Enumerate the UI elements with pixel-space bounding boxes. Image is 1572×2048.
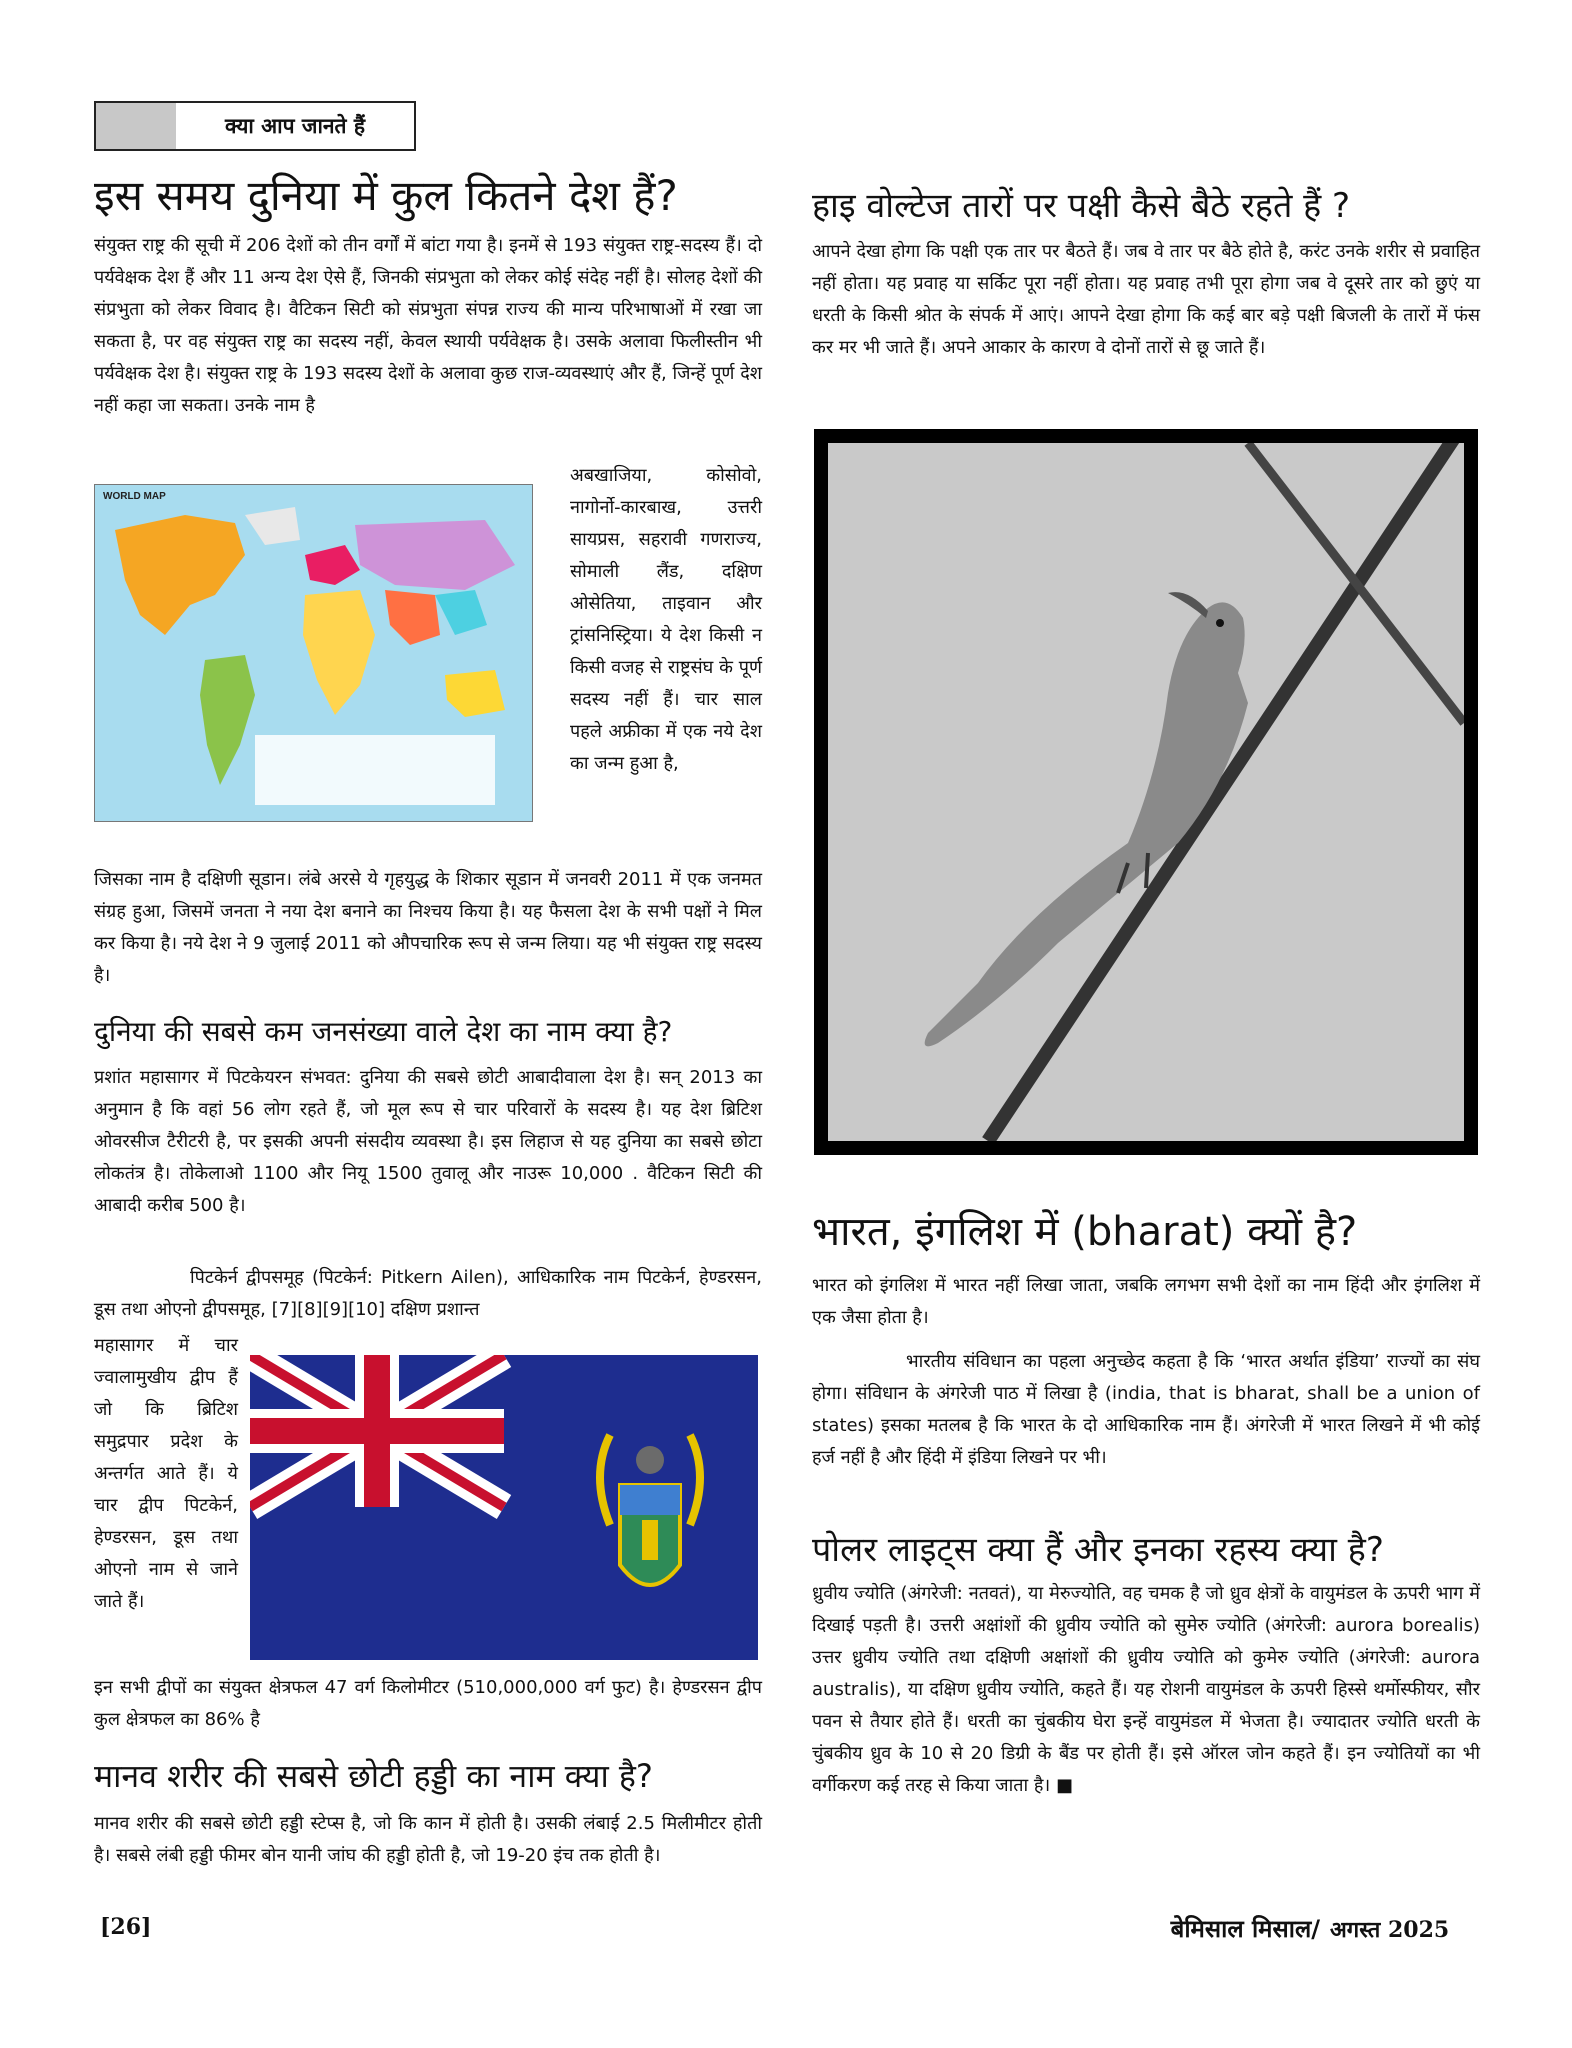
paragraph-countries-side: अबखाजिया, कोसोवो, नागोर्नो-कारबाख, उत्तरी सायप्रस, सहरावी गणराज्य, सोमाली लैंड, दक्षिण ओसेतिया, ताइवान और ट्रांसनिस्ट्रिया। ये देश किसी न किसी वजह से राष्ट्रसंघ के पूर्ण सदस्य नहीं हैं। चार साल पहले अफ्रीका में एक नये देश का जन्म हुआ है, [570,465,762,774]
heading-smallest-population: दुनिया की सबसे कम जनसंख्या वाले देश का नाम क्या है? [94,1015,673,1048]
paragraph-population-1: प्रशांत महासागर में पिटकेयरन संभवत: दुनिया की सबसे छोटी आबादीवाला देश है। सन् 2013 का अनुमान है कि वहां 56 लोग रहते हैं, जो मूल रूप से चार परिवारों के सदस्य है। यह देश ब्रिटिश ओवरसीज टैरीटरी है, पर इसकी अपनी संसदीय व्यवस्था है। इस लिहाज से यह दुनिया का सबसे छोटा लोकतंत्र है। तोकेलाओ 1100 और नियू 1500 तुवालू और नाउरू 10,000 . वैटिकन सिटी की आबादी करीब 500 है। [94,1067,762,1216]
banner-accent [96,103,176,149]
page-number: [26] [100,1914,152,1940]
map-title: WORLD MAP [103,491,166,502]
heading-bharat: भारत, इंगलिश में (bharat) क्यों है? [812,1209,1358,1255]
paragraph-bone: मानव शरीर की सबसे छोटी हड्डी स्टेप्स है, जो कि कान में होती है। उसकी लंबाई 2.5 मिलीमीटर होती है। सबसे लंबी हड्डी फीमर बोन यानी जांघ की हड्डी होती है, जो 19-20 इंच तक होती है। [94,1813,762,1866]
paragraph-bharat-2: भारतीय संविधान का पहला अनुच्छेद कहता है कि ‘भारत अर्थात इंडिया’ राज्यों का संघ होगा। संविधान के अंगरेजी पाठ में लिखा है (india, that is bharat, shall be a union of states) इसका मतलब है कि भारत के दो आधिकारिक नाम हैं। अंगरेजी में भारत लिखने में भी कोई हर्ज नहीं है और हिंदी में इंडिया लिखने पर भी। [812,1351,1480,1468]
paragraph-pitcairn-area: इन सभी द्वीपों का संयुक्त क्षेत्रफल 47 वर्ग किलोमीटर (510,000,000 वर्ग फुट) है। हेण्डरसन द्वीप कुल क्षेत्रफल का 86% है [94,1677,762,1730]
paragraph-pitcairn-intro: पिटकेर्न द्वीपसमूह (पिटकेर्न: Pitkern Ailen), आधिकारिक नाम पिटकेर्न, हेण्डरसन, डूस तथा ओएनो द्वीपसमूह, [7][8][9][10] दक्षिण प्रशान्त [94,1267,762,1320]
heading-polar-lights: पोलर लाइट्स क्या हैं और इनका रहस्य क्या है? [812,1530,1384,1570]
heading-smallest-bone: मानव शरीर की सबसे छोटी हड्डी का नाम क्या है? [94,1757,653,1795]
banner-label: क्या आप जानते हैं [225,114,365,138]
pitcairn-flag-image [250,1355,758,1660]
bird-on-wire-photo [814,429,1478,1155]
pitcairn-flag-graphic [250,1355,758,1660]
paragraph-polar-lights: ध्रुवीय ज्योति (अंगरेजी: नतवतं), या मेरुज्योति, वह चमक है जो ध्रुव क्षेत्रों के वायुमंडल के ऊपरी भाग में दिखाई पड़ती है। उत्तरी अक्षांशों की ध्रुवीय ज्योति को सुमेरु ज्योति (अंगरेजी: aurora borealis) उत्तर ध्रुवीय ज्योति तथा दक्षिणी अक्षांशों की ध्रुवीय ज्योति को कुमेरु ज्योति (अंगरेजी: aurora australis), या दक्षिण ध्रुवीय ज्योति, कहते हैं। यह रोशनी वायुमंडल के ऊपरी हिस्से थर्मोस्फीयर, सौर पवन से तैयार होते हैं। धरती का चुंबकीय घेरा इन्हें वायुमंडल में भेजता है। ज्यादातर ज्योति धरती के चुंबकीय ध्रुव के 10 से 20 डिग्री के बैंड पर होती हैं। इसे ऑरल जोन कहते हैं। इन ज्योतियों का भी वर्गीकरण कई तरह से किया जाता है। ■ [812,1583,1480,1796]
magazine-name: बेमिसाल मिसाल/ [1170,1915,1320,1943]
heading-birds-wires: हाइ वोल्टेज तारों पर पक्षी कैसे बैठे रहते हैं ? [812,186,1351,226]
heading-countries: इस समय दुनिया में कुल कितने देश हैं? [94,171,678,220]
world-map-graphic [95,485,532,821]
photo-frame [828,443,1464,1141]
section-banner [94,101,416,151]
issue-date: अगस्त 2025 [1330,1917,1450,1943]
paragraph-countries-2: जिसका नाम है दक्षिणी सूडान। लंबे अरसे ये गृहयुद्ध के शिकार सूडान में जनवरी 2011 में एक जनमत संग्रह हुआ, जिसमें जनता ने नया देश बनाने का निश्चय किया है। यह फैसला देश के सभी पक्षों ने मिल कर किया है। नये देश ने 9 जुलाई 2011 को औपचारिक रूप से जन्म लिया। यह भी संयुक्त राष्ट्र सदस्य है। [94,869,762,986]
bird-photo-graphic [828,443,1464,1141]
world-map-image [94,484,533,822]
paragraph-birds-wires: आपने देखा होगा कि पक्षी एक तार पर बैठते हैं। जब वे तार पर बैठे होते है, करंट उनके शरीर से प्रवाहित नहीं होता। यह प्रवाह या सर्किट पूरा नहीं होता। यह प्रवाह तभी पूरा होगा जब वे दूसरे तार को छुएं या धरती के किसी श्रोत के संपर्क में आएं। आपने देखा होगा कि कई बार बड़े पक्षी बिजली के तारों में फंस कर मर भी जाते हैं। अपने आकार के कारण वे दोनों तारों से छू जाते हैं। [812,241,1480,358]
paragraph-countries-1: संयुक्त राष्ट्र की सूची में 206 देशों को तीन वर्गों में बांटा गया है। इनमें से 193 संयुक्त राष्ट्र-सदस्य हैं। दो पर्यवेक्षक देश हैं और 11 अन्य देश ऐसे हैं, जिनकी संप्रभुता को लेकर कोई संदेह नहीं है। सोलह देशों की संप्रभुता को लेकर विवाद है। वैटिकन सिटी को संप्रभुता संपन्न राज्य की मान्य परिभाषाओं में रखा जा सकता है, पर वह संयुक्त राष्ट्र का सदस्य नहीं, केवल स्थायी पर्यवेक्षक है। उसके अलावा फिलीस्तीन भी पर्यवेक्षक देश है। संयुक्त राष्ट्र के 193 सदस्य देशों के अलावा कुछ राज-व्यवस्थाएं और हैं, जिन्हें पूर्ण देश नहीं कहा जा सकता। उनके नाम है [94,235,762,416]
paragraph-pitcairn-side: महासागर में चार ज्वालामुखीय द्वीप हैं जो कि ब्रिटिश समुद्रपार प्रदेश के अन्तर्गत आते हैं। ये चार द्वीप पिटकेर्न, हेण्डरसन, डूस तथा ओएनो नाम से जाने जाते हैं। [94,1335,238,1612]
paragraph-bharat-1: भारत को इंगलिश में भारत नहीं लिखा जाता, जबकि लगभग सभी देशों का नाम हिंदी और इंगलिश में एक जैसा होता है। [812,1275,1480,1328]
